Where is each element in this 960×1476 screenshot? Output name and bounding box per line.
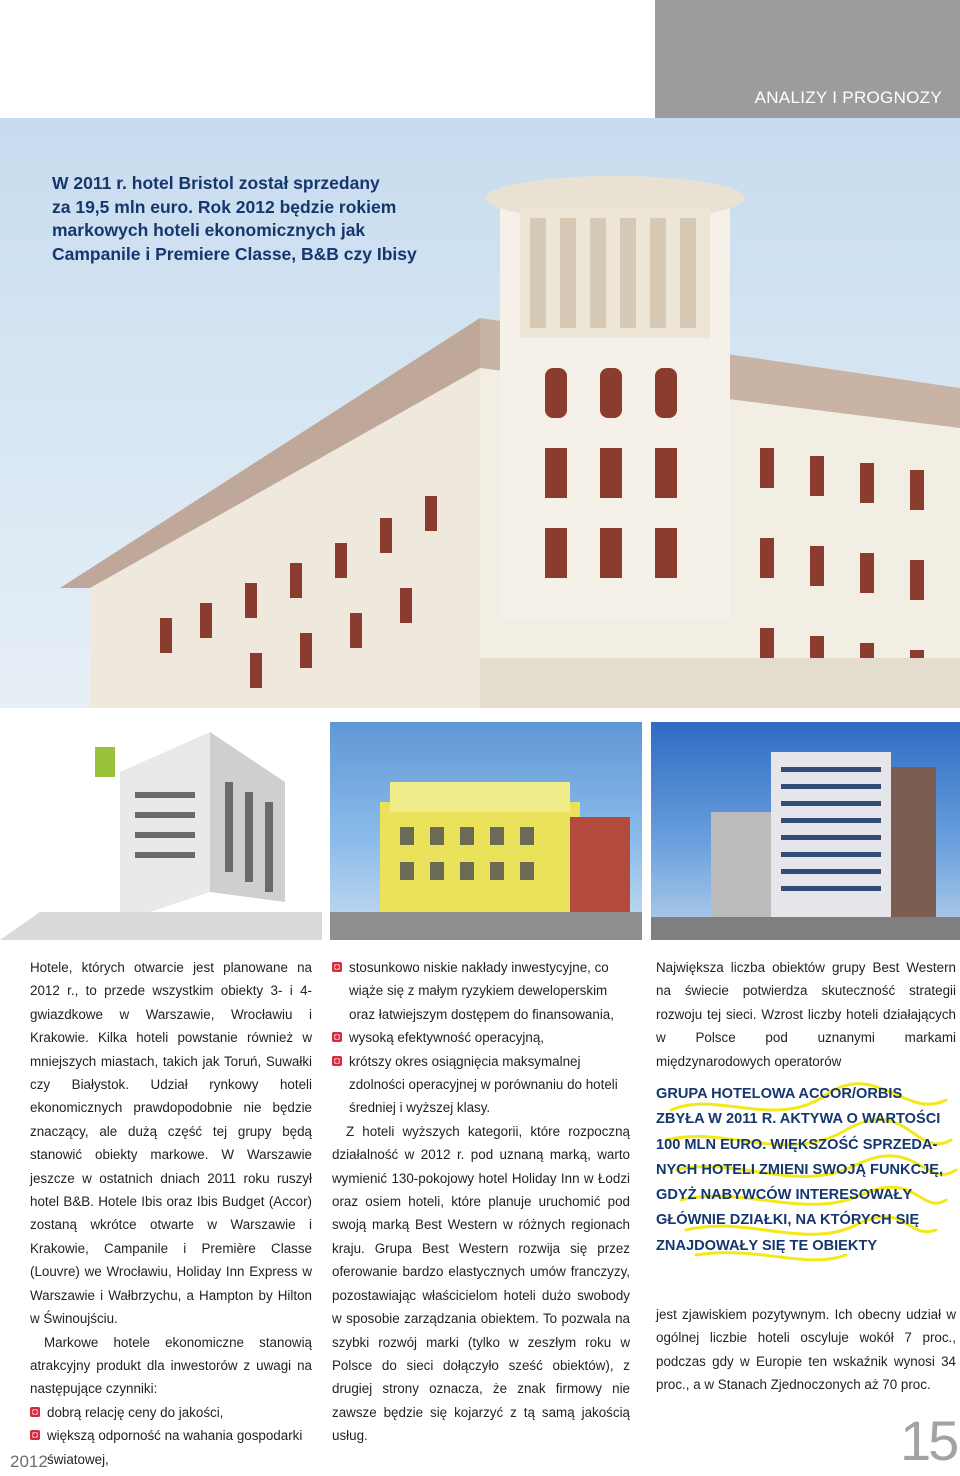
paragraph: Markowe hotele ekonomiczne stanowią atrakcyjny produkt dla inwestorów z uwagi na następujące czynniki: bbox=[30, 1334, 312, 1397]
bullet-text: stosunkowo niskie nakłady inwestycyjne, co wiąże się z małym ryzykiem deweloperskim oraz łatwiejszym dostępem do finansowania, bbox=[349, 960, 614, 1022]
bullet-item bbox=[332, 1026, 630, 1049]
bullet-text: wysoką efektywność operacyjną, bbox=[349, 1030, 545, 1046]
best-western-hotel-photo bbox=[651, 722, 960, 940]
section-header bbox=[655, 0, 960, 118]
page-number: 15 bbox=[900, 1409, 957, 1472]
article-column-3-continued bbox=[656, 1303, 956, 1397]
pull-quote-line: 100 MLN EURO. WIĘKSZOŚĆ SPRZEDA- bbox=[656, 1136, 938, 1153]
paragraph: Hotele, których otwarcie jest planowane na 2012 r., to przede wszystkim obiekty 3- i 4-gwiazdkowe w Warszawie, Wrocławiu i Krakowie. Kilka hoteli powstanie również w mniejszych miastach, takich jak Toruń, Suwałki czy Białystok. Udział rynkowy hoteli ekonomicznych prawdopodobnie nie będzie znaczący, ale dużą część tej grupy będą stanowić obiekty markowe. W Warszawie jeszcze w ostatnich dniach 2011 roku ruszył hotel B&B. Hotele Ibis oraz Ibis Budget (Accor) zostaną wkrótce otwarte w Warszawie i Krakowie, Campanile i Première Classe (Louvre) we Wrocławiu, Holiday Inn Express w Warszawie i Wałbrzychu, a Hampton by Hilton w Świnoujściu. bbox=[30, 960, 312, 1327]
pull-quote-line: NYCH HOTELI ZMIENI SWOJĄ FUNKCJĘ, bbox=[656, 1161, 944, 1178]
pull-quote-line: GŁÓWNIE DZIAŁKI, NA KTÓRYCH SIĘ bbox=[656, 1212, 920, 1229]
caption-line: Campanile i Premiere Classe, B&B czy Ibisy bbox=[52, 243, 417, 264]
article-column-2 bbox=[332, 956, 630, 1448]
bullet-item bbox=[332, 1050, 630, 1120]
bullet-text: większą odporność na wahania gospodarki światowej, bbox=[47, 1428, 303, 1467]
pull-quote-text bbox=[656, 1070, 960, 1259]
pull-quote-line: ZBYŁA W 2011 R. AKTYWA O WARTOŚCI bbox=[656, 1111, 941, 1128]
article-column-3 bbox=[656, 956, 956, 1073]
caption-line: W 2011 r. hotel Bristol został sprzedany bbox=[52, 173, 380, 193]
bullet-item bbox=[332, 956, 630, 1026]
bullet-text: krótszy okres osiągnięcia maksymalnej zdolności operacyjnej w porównaniu do hoteli średniej i wyższej klasy. bbox=[349, 1053, 618, 1116]
campanile-hotel-photo bbox=[330, 722, 642, 940]
paragraph: Największa liczba obiektów grupy Best Western na świecie potwierdza skuteczność strategii rozwoju tej sieci. Wzrost liczby hoteli działających w Polsce pod uznanymi markami międzynarodowych operatorów bbox=[656, 960, 956, 1069]
pull-quote bbox=[656, 1070, 960, 1280]
pull-quote-line: GDYŻ NABYWCÓW INTERESOWAŁY bbox=[656, 1187, 913, 1204]
section-title: ANALIZY I PROGNOZY bbox=[754, 88, 942, 107]
bullet-text: dobrą relację ceny do jakości, bbox=[47, 1404, 224, 1420]
hotel-rendering-photo bbox=[0, 722, 322, 940]
caption-line: za 19,5 mln euro. Rok 2012 będzie rokiem bbox=[52, 196, 397, 217]
bullet-item bbox=[30, 1424, 312, 1471]
caption-line: markowych hoteli ekonomicznych jak bbox=[52, 220, 366, 240]
pull-quote-line: ZNAJDOWAŁY SIĘ TE OBIEKTY bbox=[656, 1237, 878, 1254]
bullet-item bbox=[30, 1401, 312, 1424]
photo-caption bbox=[52, 172, 452, 266]
article-column-1 bbox=[30, 956, 312, 1471]
paragraph: jest zjawiskiem pozytywnym. Ich obecny udział w ogólnej liczbie hoteli oscyluje wokół 7 proc., podczas gdy w Europie ten wskaźnik wynosi 34 proc., a w Stanach Zjednoczonych aż 70 proc. bbox=[656, 1307, 956, 1393]
pull-quote-line: GRUPA HOTELOWA ACCOR/ORBIS bbox=[656, 1086, 903, 1102]
issue-year: 2012 bbox=[10, 1452, 48, 1471]
paragraph: Z hoteli wyższych kategorii, które rozpoczną działalność w 2012 r. pod uznaną marką, warto wymienić 130-pokojowy hotel Holiday Inn w Łodzi oraz osiem hoteli, które planuje uruchomić pod swoją marką Best Western w różnych regionach kraju. Grupa Best Western rozwija się przez oferowanie bardzo elastycznych umów franczyzy, pozostawiając właścicielom hoteli dużo swobody w sposobie zarządzania obiektem. To pozwala na szybki rozwój marki (tylko w zeszłym roku w Polsce do sieci dołączyło sześć obiektów), z drugiej strony oznacza, że znak firmowy nie zawsze będzie się kojarzyć z tą samą jakością usług. bbox=[332, 1123, 630, 1444]
